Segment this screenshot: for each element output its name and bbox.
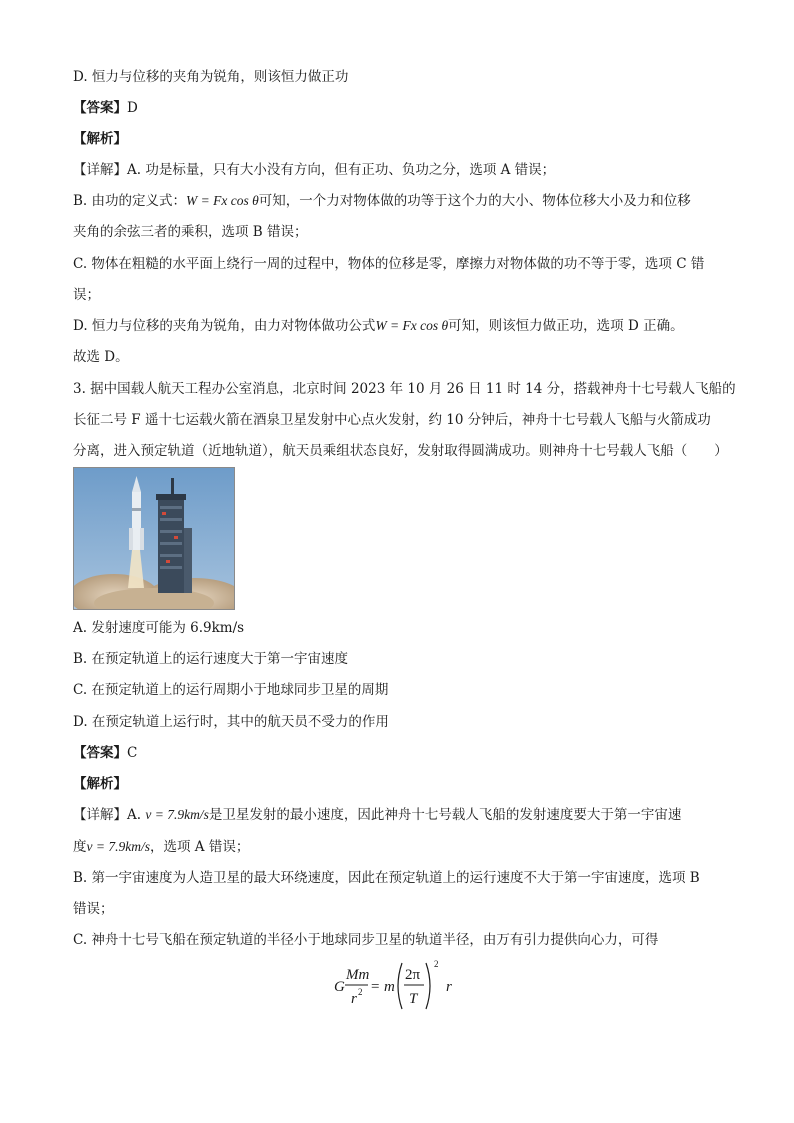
rocket-launch-illustration — [74, 468, 235, 610]
formula-num: Mm — [346, 967, 370, 983]
q2-detail-c: C. 物体在粗糙的水平面上绕行一周的过程中，物体的位移是零，摩擦力对物体做的功不等于零，选项 C 错 — [73, 256, 705, 272]
formula-inner-num: 2π — [405, 967, 421, 983]
q3-detail-b: B. 第一宇宙速度为人造卫星的最大环绕速度，因此在预定轨道上的运行速度不大于第一宇宙速度，选项 B — [73, 870, 700, 886]
formula-G: G — [334, 979, 345, 995]
q3-detail-b-cont: 错误； — [73, 901, 114, 917]
q3-option-a: A. 发射速度可能为 6.9km/s — [73, 620, 245, 636]
q3-option-c: C. 在预定轨道上的运行周期小于地球同步卫星的周期 — [73, 682, 389, 698]
answer-tag: 【答案】 — [73, 745, 127, 761]
formula-m: m — [384, 979, 395, 995]
text-segment: D. 恒力与位移的夹角为锐角，由力对物体做功公式 — [73, 318, 376, 334]
q2-option-d: D. 恒力与位移的夹角为锐角，则该恒力做正功 — [73, 69, 349, 85]
q2-detail-b — [73, 191, 691, 211]
formula-den-exp: 2 — [358, 987, 363, 997]
q3-detail-a — [73, 805, 681, 825]
formula-eq: = — [371, 979, 380, 995]
q3-detail-c: C. 神舟十七号飞船在预定轨道的半径小于地球同步卫星的轨道半径，由万有引力提供向心力，可得 — [73, 932, 659, 948]
q2-detail-b-cont: 夹角的余弦三者的乘积，选项 B 错误； — [73, 224, 308, 240]
text-segment: 可知，则该恒力做正功，选项 D 正确。 — [448, 318, 684, 334]
q3-stem-line-1: 3. 据中国载人航天工程办公室消息，北京时间 2023 年 10 月 26 日 11 时 14 分，搭载神舟十七号载人飞船的 — [73, 381, 736, 397]
work-formula: W = Fx cos θ — [186, 193, 259, 208]
analysis-tag: 【解析】 — [73, 776, 127, 792]
q2-detail-d — [73, 316, 684, 336]
text-segment: A. — [127, 807, 142, 823]
gravitation-formula — [330, 955, 470, 1015]
text-segment: 是卫星发射的最小速度，因此神舟十七号载人飞船的发射速度要大于第一宇宙速 — [208, 807, 682, 823]
answer-tag: 【答案】 — [73, 100, 127, 116]
detail-tag: 【详解】 — [73, 807, 127, 823]
answer-value: C — [127, 745, 138, 761]
q3-option-b: B. 在预定轨道上的运行速度大于第一宇宙速度 — [73, 651, 349, 667]
formula-r: r — [446, 979, 452, 995]
text-segment: 可知，一个力对物体做的功等于这个力的大小、物体位移大小及力和位移 — [258, 193, 691, 209]
rocket-launch-photo — [73, 467, 235, 610]
formula-inner-den: T — [409, 991, 418, 1007]
formula-outer-exp: 2 — [434, 959, 439, 969]
velocity-formula: v = 7.9km/s — [145, 807, 209, 822]
q3-answer — [73, 743, 137, 763]
q2-analysis-tag — [73, 129, 127, 149]
detail-a-text: A. 功是标量，只有大小没有方向，但有正功、负功之分，选项 A 错误； — [127, 162, 556, 178]
q3-stem-line-2: 长征二号 F 遥十七运载火箭在酒泉卫星发射中心点火发射，约 10 分钟后，神舟十七号载人飞船与火箭成功 — [73, 412, 711, 428]
text-segment: 度 — [73, 839, 87, 855]
detail-tag: 【详解】 — [73, 162, 127, 178]
velocity-formula: v = 7.9km/s — [86, 839, 150, 854]
q3-analysis-tag — [73, 774, 127, 794]
q3-option-d: D. 在预定轨道上运行时，其中的航天员不受力的作用 — [73, 714, 389, 730]
answer-value: D — [127, 100, 138, 116]
q2-conclusion: 故选 D。 — [73, 349, 129, 365]
work-formula: W = Fx cos θ — [375, 318, 449, 333]
q2-answer — [73, 98, 138, 118]
q3-stem-line-3: 分离，进入预定轨道（近地轨道），航天员乘组状态良好，发射取得圆满成功。则神舟十七号载人飞船（ ） — [73, 443, 728, 459]
q3-detail-a-cont — [73, 837, 249, 857]
q2-detail-a — [73, 160, 555, 180]
formula-den: r — [351, 991, 357, 1007]
q2-detail-c-cont: 误； — [73, 287, 100, 303]
text-segment: B. 由功的定义式： — [73, 193, 187, 209]
text-segment: ，选项 A 错误； — [149, 839, 250, 855]
analysis-tag: 【解析】 — [73, 131, 127, 147]
